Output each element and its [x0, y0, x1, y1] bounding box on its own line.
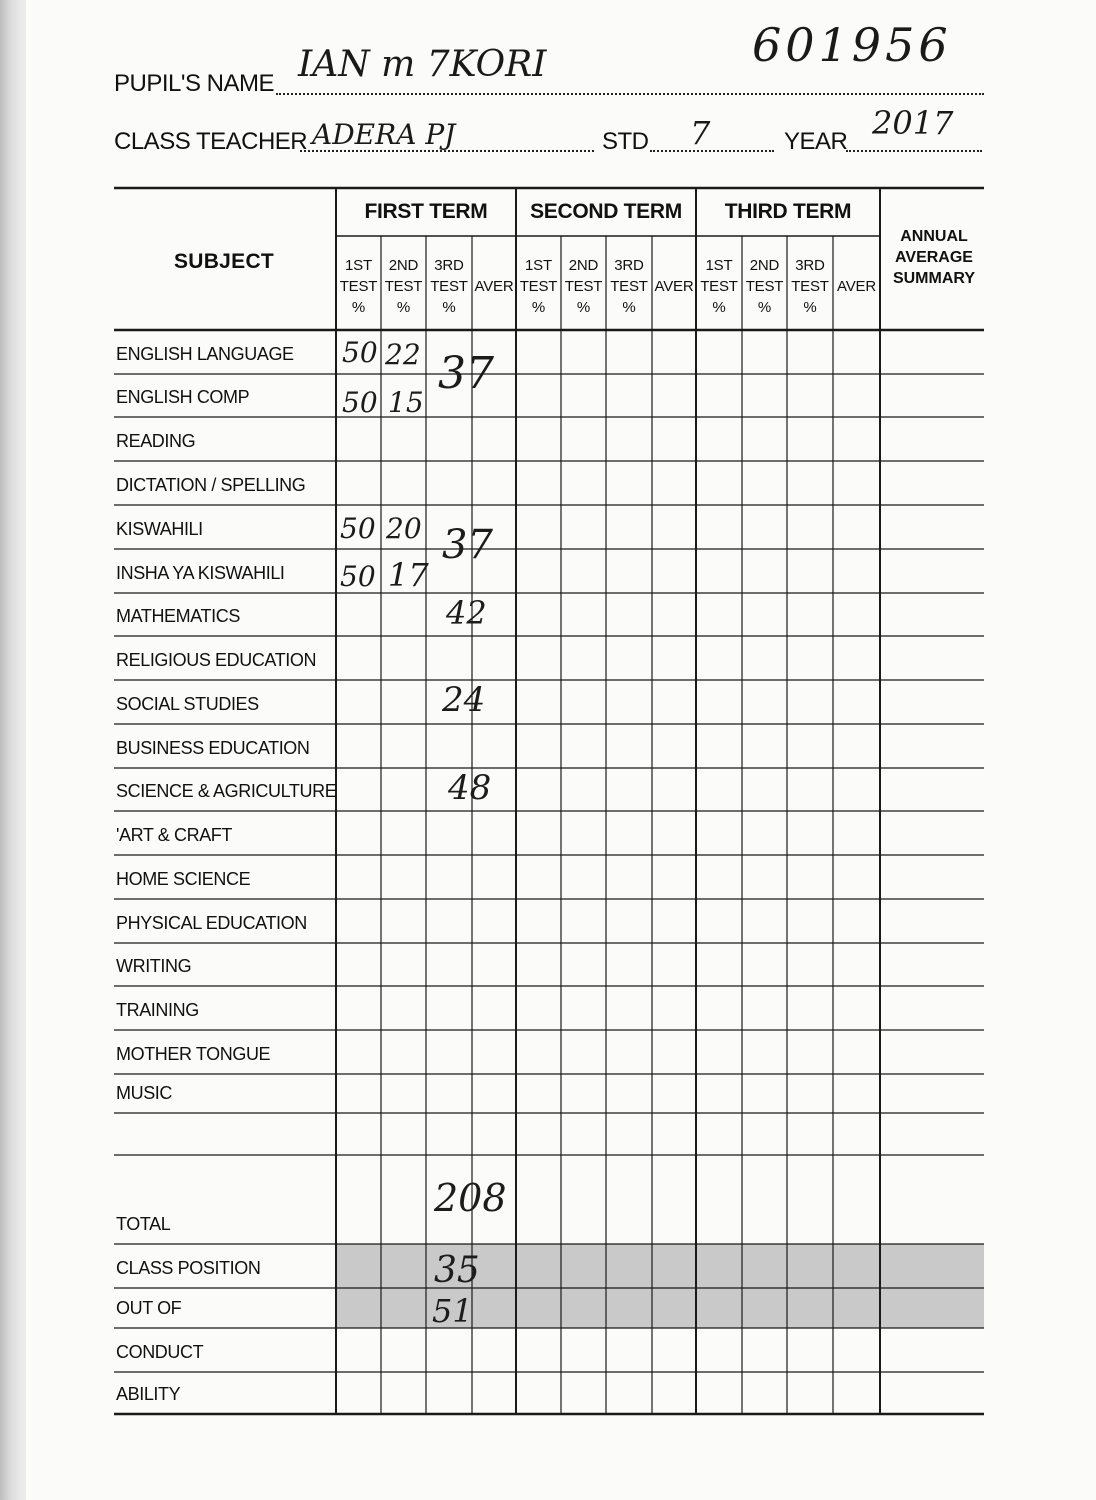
subject-row-label: PHYSICAL EDUCATION: [116, 913, 307, 933]
std-label: STD: [602, 128, 649, 155]
col-head-line: TEST: [791, 278, 829, 295]
kiswahili-test1: 50: [340, 512, 376, 545]
col-head-second-test: [561, 255, 606, 318]
class-teacher-label: CLASS TEACHER: [114, 128, 308, 155]
col-head-line: %: [757, 299, 772, 316]
col-head-line: %: [803, 299, 817, 316]
annual-line-3: SUMMARY: [892, 270, 976, 287]
term-third-title: THIRD TERM: [724, 200, 852, 223]
col-head-aver: AVER: [474, 278, 514, 295]
col-head-line: TEST: [564, 278, 603, 295]
subject-row-label: ENGLISH LANGUAGE: [116, 344, 294, 364]
col-head-line: %: [442, 299, 456, 316]
col-head-first-test: [336, 255, 381, 318]
english-comp-test2: 15: [388, 386, 424, 419]
annual-line-1: ANNUAL: [900, 228, 968, 245]
col-head-line: TEST: [700, 278, 738, 295]
col-head-second-test: [381, 255, 426, 318]
kiswahili-test3: 37: [442, 522, 493, 568]
col-head-first-test: [696, 255, 742, 318]
subject-row-label: SCIENCE & AGRICULTURE: [116, 781, 337, 801]
subject-row-label: WRITING: [116, 956, 192, 976]
col-head-line: 3RD: [614, 257, 644, 274]
col-head-line: %: [531, 299, 546, 316]
english-language-test2: 22: [385, 338, 421, 371]
subject-row-label: ENGLISH COMP: [116, 387, 250, 407]
pupil-name-label: PUPIL'S NAME: [114, 70, 274, 97]
kiswahili-test2: 20: [386, 512, 422, 545]
term-second-title: SECOND TERM: [530, 200, 682, 223]
col-head-line: TEST: [745, 278, 784, 295]
col-head-third-test: [787, 255, 833, 318]
col-head-line: 2ND: [388, 257, 419, 274]
subject-row-label: 'ART & CRAFT: [116, 825, 232, 845]
summary-row-label: CONDUCT: [116, 1342, 204, 1362]
subject-row-label: HOME SCIENCE: [116, 869, 251, 889]
social-studies-test3: 24: [442, 680, 486, 720]
col-head-line: 2ND: [568, 257, 599, 274]
subject-row-label: RELIGIOUS EDUCATION: [116, 650, 317, 670]
english-language-test3: 37: [438, 348, 494, 399]
col-head-line: TEST: [339, 278, 378, 295]
subject-row-label: BUSINESS EDUCATION: [116, 738, 310, 758]
subject-row-label: INSHA YA KISWAHILI: [116, 563, 285, 583]
col-head-line: %: [712, 299, 726, 316]
subject-row-label: MOTHER TONGUE: [116, 1044, 271, 1064]
std-value: 7: [690, 114, 711, 152]
col-head-line: %: [576, 299, 591, 316]
col-head-third-test: [426, 255, 472, 318]
col-head-line: 1ST: [705, 257, 733, 274]
pupil-name-value: IAN m 7KORI: [298, 44, 547, 85]
id-number: 601956: [752, 18, 952, 72]
english-comp-test1: 50: [342, 386, 378, 419]
col-head-aver: AVER: [837, 278, 876, 295]
annual-line-2: AVERAGE: [895, 249, 973, 266]
subject-header: SUBJECT: [173, 250, 275, 273]
col-head-line: 3RD: [434, 257, 464, 274]
science-agriculture-test3: 48: [448, 768, 492, 808]
mathematics-test3: 42: [446, 594, 487, 632]
col-head-third-test: [606, 255, 652, 318]
year-label: YEAR: [784, 128, 848, 155]
total-test3: 208: [434, 1176, 507, 1220]
col-head-aver: AVER: [654, 278, 694, 295]
subject-row-label: MUSIC: [116, 1083, 172, 1103]
subject-row-label: READING: [116, 431, 196, 451]
subject-row-label: KISWAHILI: [116, 519, 203, 539]
class-teacher-value: ADERA PJ: [312, 118, 456, 151]
english-language-test1: 50: [342, 336, 378, 369]
summary-row-label: TOTAL: [116, 1214, 171, 1234]
col-head-line: %: [622, 299, 636, 316]
col-head-line: 3RD: [795, 257, 825, 274]
insha-test2: 17: [388, 556, 429, 594]
col-head-line: %: [351, 299, 366, 316]
col-head-line: TEST: [610, 278, 648, 295]
col-head-line: TEST: [430, 278, 468, 295]
insha-test1: 50: [340, 560, 376, 593]
summary-row-label: ABILITY: [116, 1384, 181, 1404]
subject-row-label: MATHEMATICS: [116, 606, 240, 626]
col-head-line: %: [396, 299, 411, 316]
col-head-line: 1ST: [345, 257, 372, 274]
year-value: 2017: [872, 104, 954, 142]
col-head-line: 1ST: [525, 257, 552, 274]
col-head-second-test: [742, 255, 787, 318]
annual-summary-header: [882, 226, 986, 289]
class-position-test3: 35: [434, 1250, 480, 1291]
col-head-line: 2ND: [749, 257, 780, 274]
col-head-line: TEST: [384, 278, 423, 295]
subject-row-label: DICTATION / SPELLING: [116, 475, 306, 495]
col-head-line: TEST: [519, 278, 558, 295]
summary-row-label: CLASS POSITION: [116, 1258, 261, 1278]
subject-row-label: SOCIAL STUDIES: [116, 694, 259, 714]
col-head-first-test: [516, 255, 561, 318]
out-of-test3: 51: [432, 1292, 473, 1330]
summary-row-label: OUT OF: [116, 1298, 182, 1318]
subject-row-label: TRAINING: [116, 1000, 199, 1020]
term-first-title: FIRST TERM: [364, 200, 488, 223]
